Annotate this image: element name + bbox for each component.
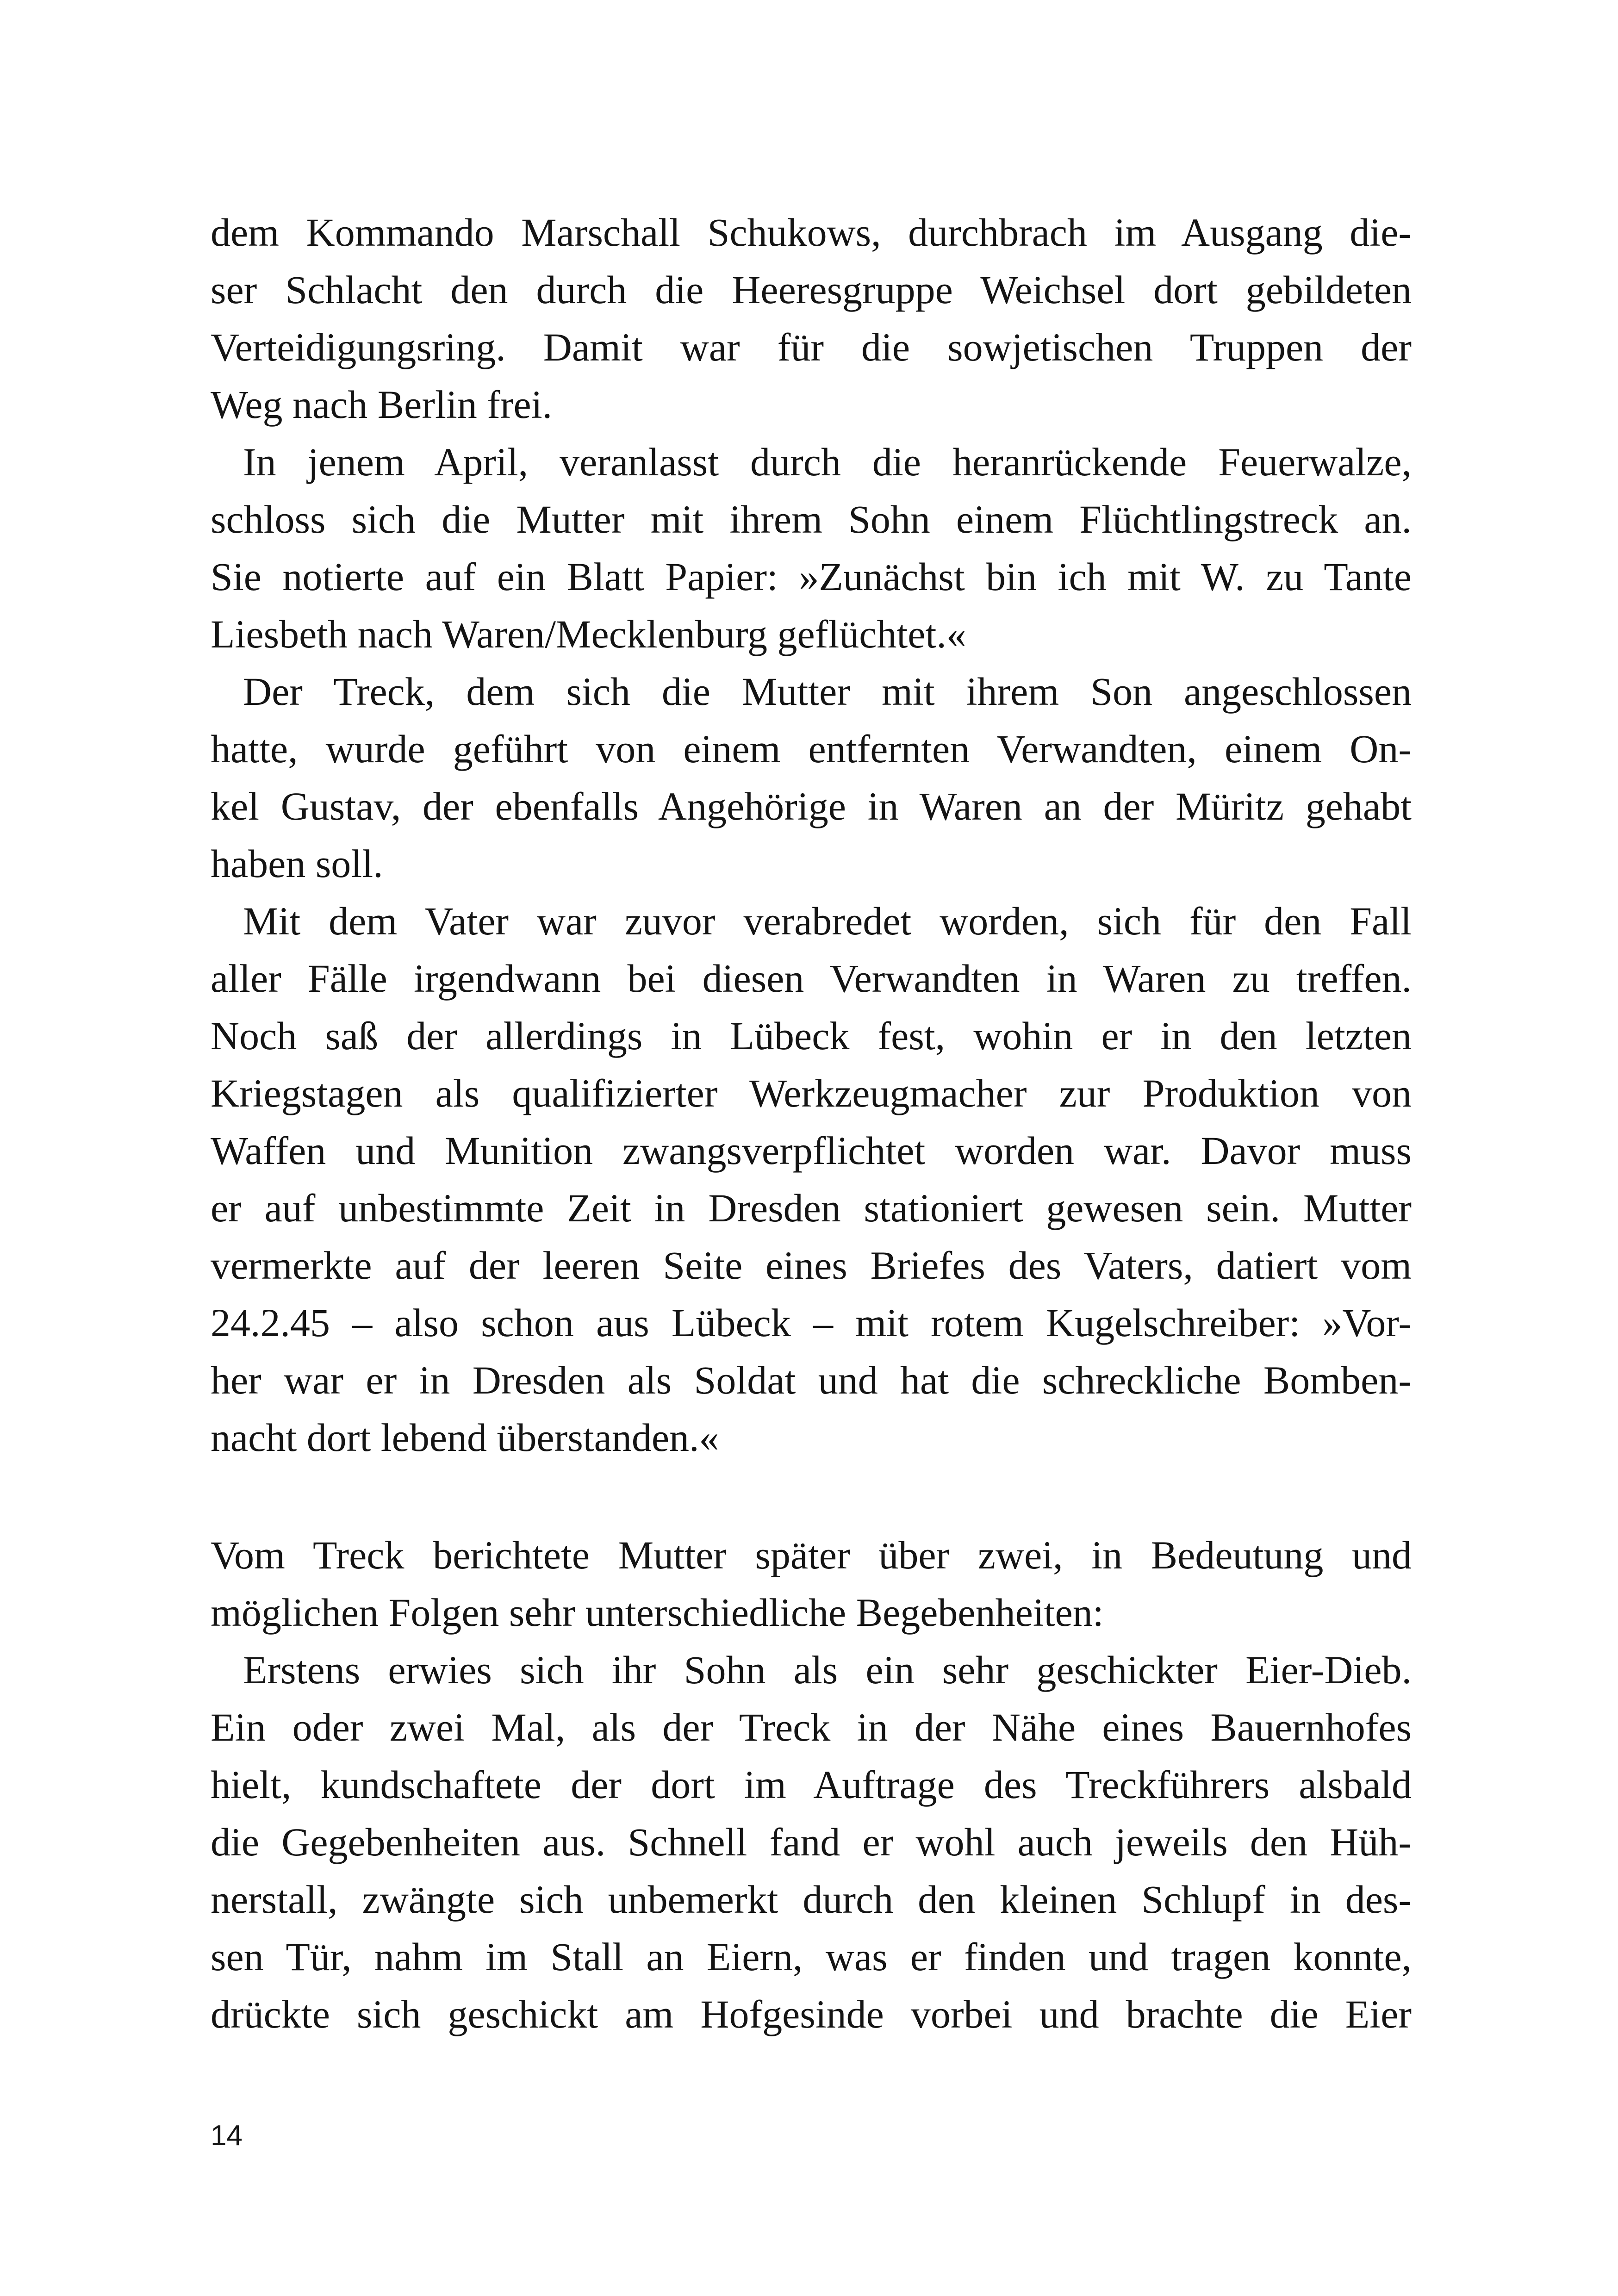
text-line: dem Kommando Marschall Schukows, durchbrach im Ausgang die- (211, 210, 1412, 255)
text-line: hielt, kundschaftete der dort im Auftrage des Treckführers alsbald (211, 1762, 1412, 1807)
text-line: nerstall, zwängte sich unbemerkt durch den kleinen Schlupf in des- (211, 1877, 1412, 1922)
section-1-text (211, 204, 1412, 1466)
text-line: drückte sich geschickt am Hofgesinde vorbei und brachte die Eier (211, 1992, 1412, 2036)
page-number: 14 (211, 2120, 243, 2152)
text-line: die Gegebenheiten aus. Schnell fand er wohl auch jeweils den Hüh- (211, 1820, 1412, 1864)
text-line: möglichen Folgen sehr unterschiedliche Begebenheiten: (211, 1590, 1104, 1635)
text-line: Der Treck, dem sich die Mutter mit ihrem Son angeschlossen (243, 669, 1412, 714)
text-line: er auf unbestimmte Zeit in Dresden stationiert gewesen sein. Mutter (211, 1186, 1412, 1230)
text-line: vermerkte auf der leeren Seite eines Briefes des Vaters, datiert vom (211, 1243, 1412, 1288)
text-line: sen Tür, nahm im Stall an Eiern, was er finden und tragen konnte, (211, 1935, 1412, 1979)
text-line: nacht dort lebend überstanden.« (211, 1415, 719, 1460)
text-line: schloss sich die Mutter mit ihrem Sohn einem Flüchtlingstreck an. (211, 497, 1412, 541)
text-line: Erstens erwies sich ihr Sohn als ein sehr geschickter Eier-Dieb. (243, 1648, 1412, 1692)
text-line: hatte, wurde geführt von einem entfernten Verwandten, einem On- (211, 727, 1412, 771)
text-line: Weg nach Berlin frei. (211, 382, 553, 427)
text-line: her war er in Dresden als Soldat und hat die schreckliche Bomben- (211, 1358, 1412, 1402)
section-2-text (211, 1526, 1412, 2043)
text-line: Sie notierte auf ein Blatt Papier: »Zunächst bin ich mit W. zu Tante (211, 554, 1412, 599)
text-line: ser Schlacht den durch die Heeresgruppe Weichsel dort gebildeten (211, 268, 1412, 312)
text-line: aller Fälle irgendwann bei diesen Verwandten in Waren zu treffen. (211, 956, 1412, 1001)
text-line: Liesbeth nach Waren/Mecklenburg geflüchtet.« (211, 612, 966, 656)
text-line: Vom Treck berichtete Mutter später über zwei, in Bedeutung und (211, 1533, 1412, 1577)
text-line: Noch saß der allerdings in Lübeck fest, wohin er in den letzten (211, 1014, 1412, 1058)
text-line: 24.2.45 – also schon aus Lübeck – mit rotem Kugelschreiber: »Vor- (211, 1300, 1412, 1345)
text-line: Kriegstagen als qualifizierter Werkzeugmacher zur Produktion von (211, 1071, 1412, 1115)
text-line: haben soll. (211, 841, 383, 886)
text-line: Ein oder zwei Mal, als der Treck in der Nähe eines Bauernhofes (211, 1705, 1412, 1749)
text-line: kel Gustav, der ebenfalls Angehörige in Waren an der Müritz gehabt (211, 784, 1412, 828)
text-line: In jenem April, veranlasst durch die heranrückende Feuerwalze, (243, 440, 1412, 484)
text-line: Waffen und Munition zwangsverpflichtet worden war. Davor muss (211, 1128, 1412, 1173)
text-line: Verteidigungsring. Damit war für die sowjetischen Truppen der (211, 325, 1412, 369)
text-line: Mit dem Vater war zuvor verabredet worden, sich für den Fall (243, 899, 1412, 943)
